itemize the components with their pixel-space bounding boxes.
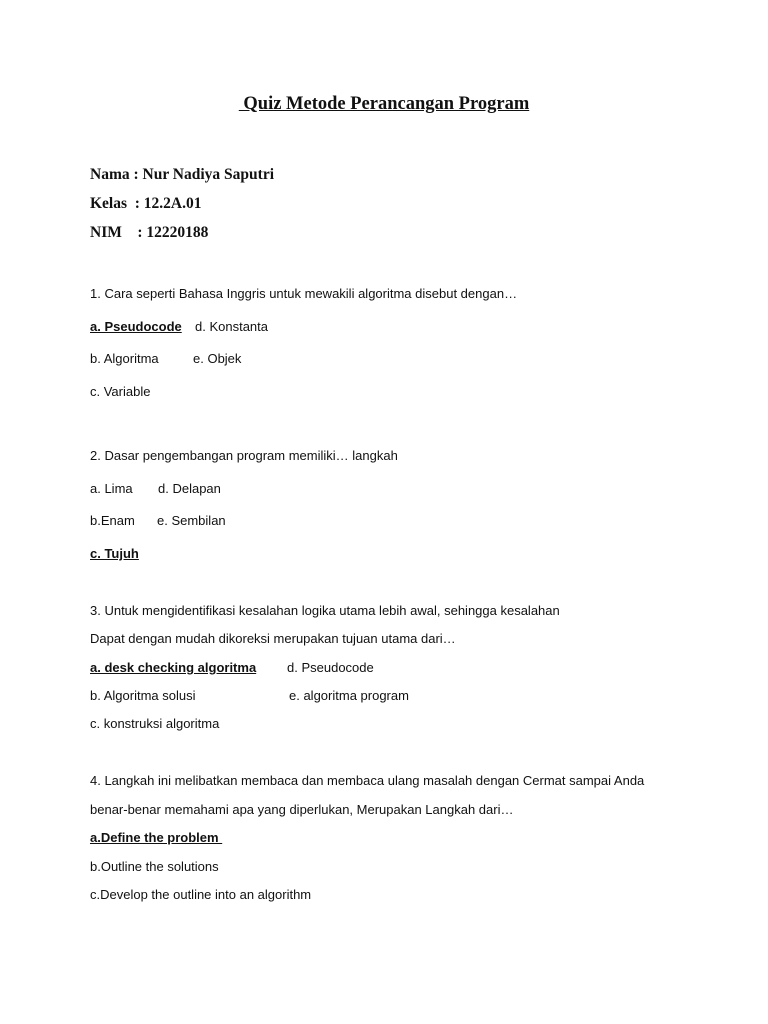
q4-option-b: b.Outline the solutions [90, 859, 219, 874]
q1-option-c: c. Variable [90, 384, 151, 399]
q4-option-a-answer: a.Define the problem [90, 830, 223, 845]
q1-option-e: e. Objek [193, 351, 242, 366]
q3-option-a-answer: a. desk checking algoritma [90, 660, 257, 675]
q1-option-a-answer: a. Pseudocode [90, 319, 182, 334]
question-2-text: 2. Dasar pengembangan program memiliki… langkah [90, 448, 398, 463]
q1-option-d: d. Konstanta [195, 319, 268, 334]
question-3-text-line1: 3. Untuk mengidentifikasi kesalahan logika utama lebih awal, sehingga kesalahan [90, 603, 560, 618]
student-name: Nama : Nur Nadiya Saputri [90, 166, 275, 183]
q3-option-e: e. algoritma program [289, 688, 409, 703]
q2-option-b: b.Enam [90, 513, 135, 528]
q1-option-b: b. Algoritma [90, 351, 159, 366]
question-4-text-line1: 4. Langkah ini melibatkan membaca dan membaca ulang masalah dengan Cermat sampai Anda [90, 773, 645, 788]
student-class: Kelas : 12.2A.01 [90, 195, 202, 212]
question-4-text-line2: benar-benar memahami apa yang diperlukan, Merupakan Langkah dari… [90, 802, 514, 817]
q2-option-c-answer: c. Tujuh [90, 546, 139, 561]
q3-option-c: c. konstruksi algoritma [90, 716, 220, 731]
q3-option-d: d. Pseudocode [287, 660, 374, 675]
q2-option-d: d. Delapan [158, 481, 221, 496]
document-title: Quiz Metode Perancangan Program [238, 94, 530, 114]
q3-option-b: b. Algoritma solusi [90, 688, 196, 703]
q2-option-e: e. Sembilan [157, 513, 226, 528]
q2-option-a: a. Lima [90, 481, 133, 496]
student-nim: NIM : 12220188 [90, 224, 209, 241]
q4-option-c: c.Develop the outline into an algorithm [90, 887, 312, 902]
question-3-text-line2: Dapat dengan mudah dikoreksi merupakan tujuan utama dari… [90, 631, 456, 646]
question-1-text: 1. Cara seperti Bahasa Inggris untuk mewakili algoritma disebut dengan… [90, 286, 518, 301]
